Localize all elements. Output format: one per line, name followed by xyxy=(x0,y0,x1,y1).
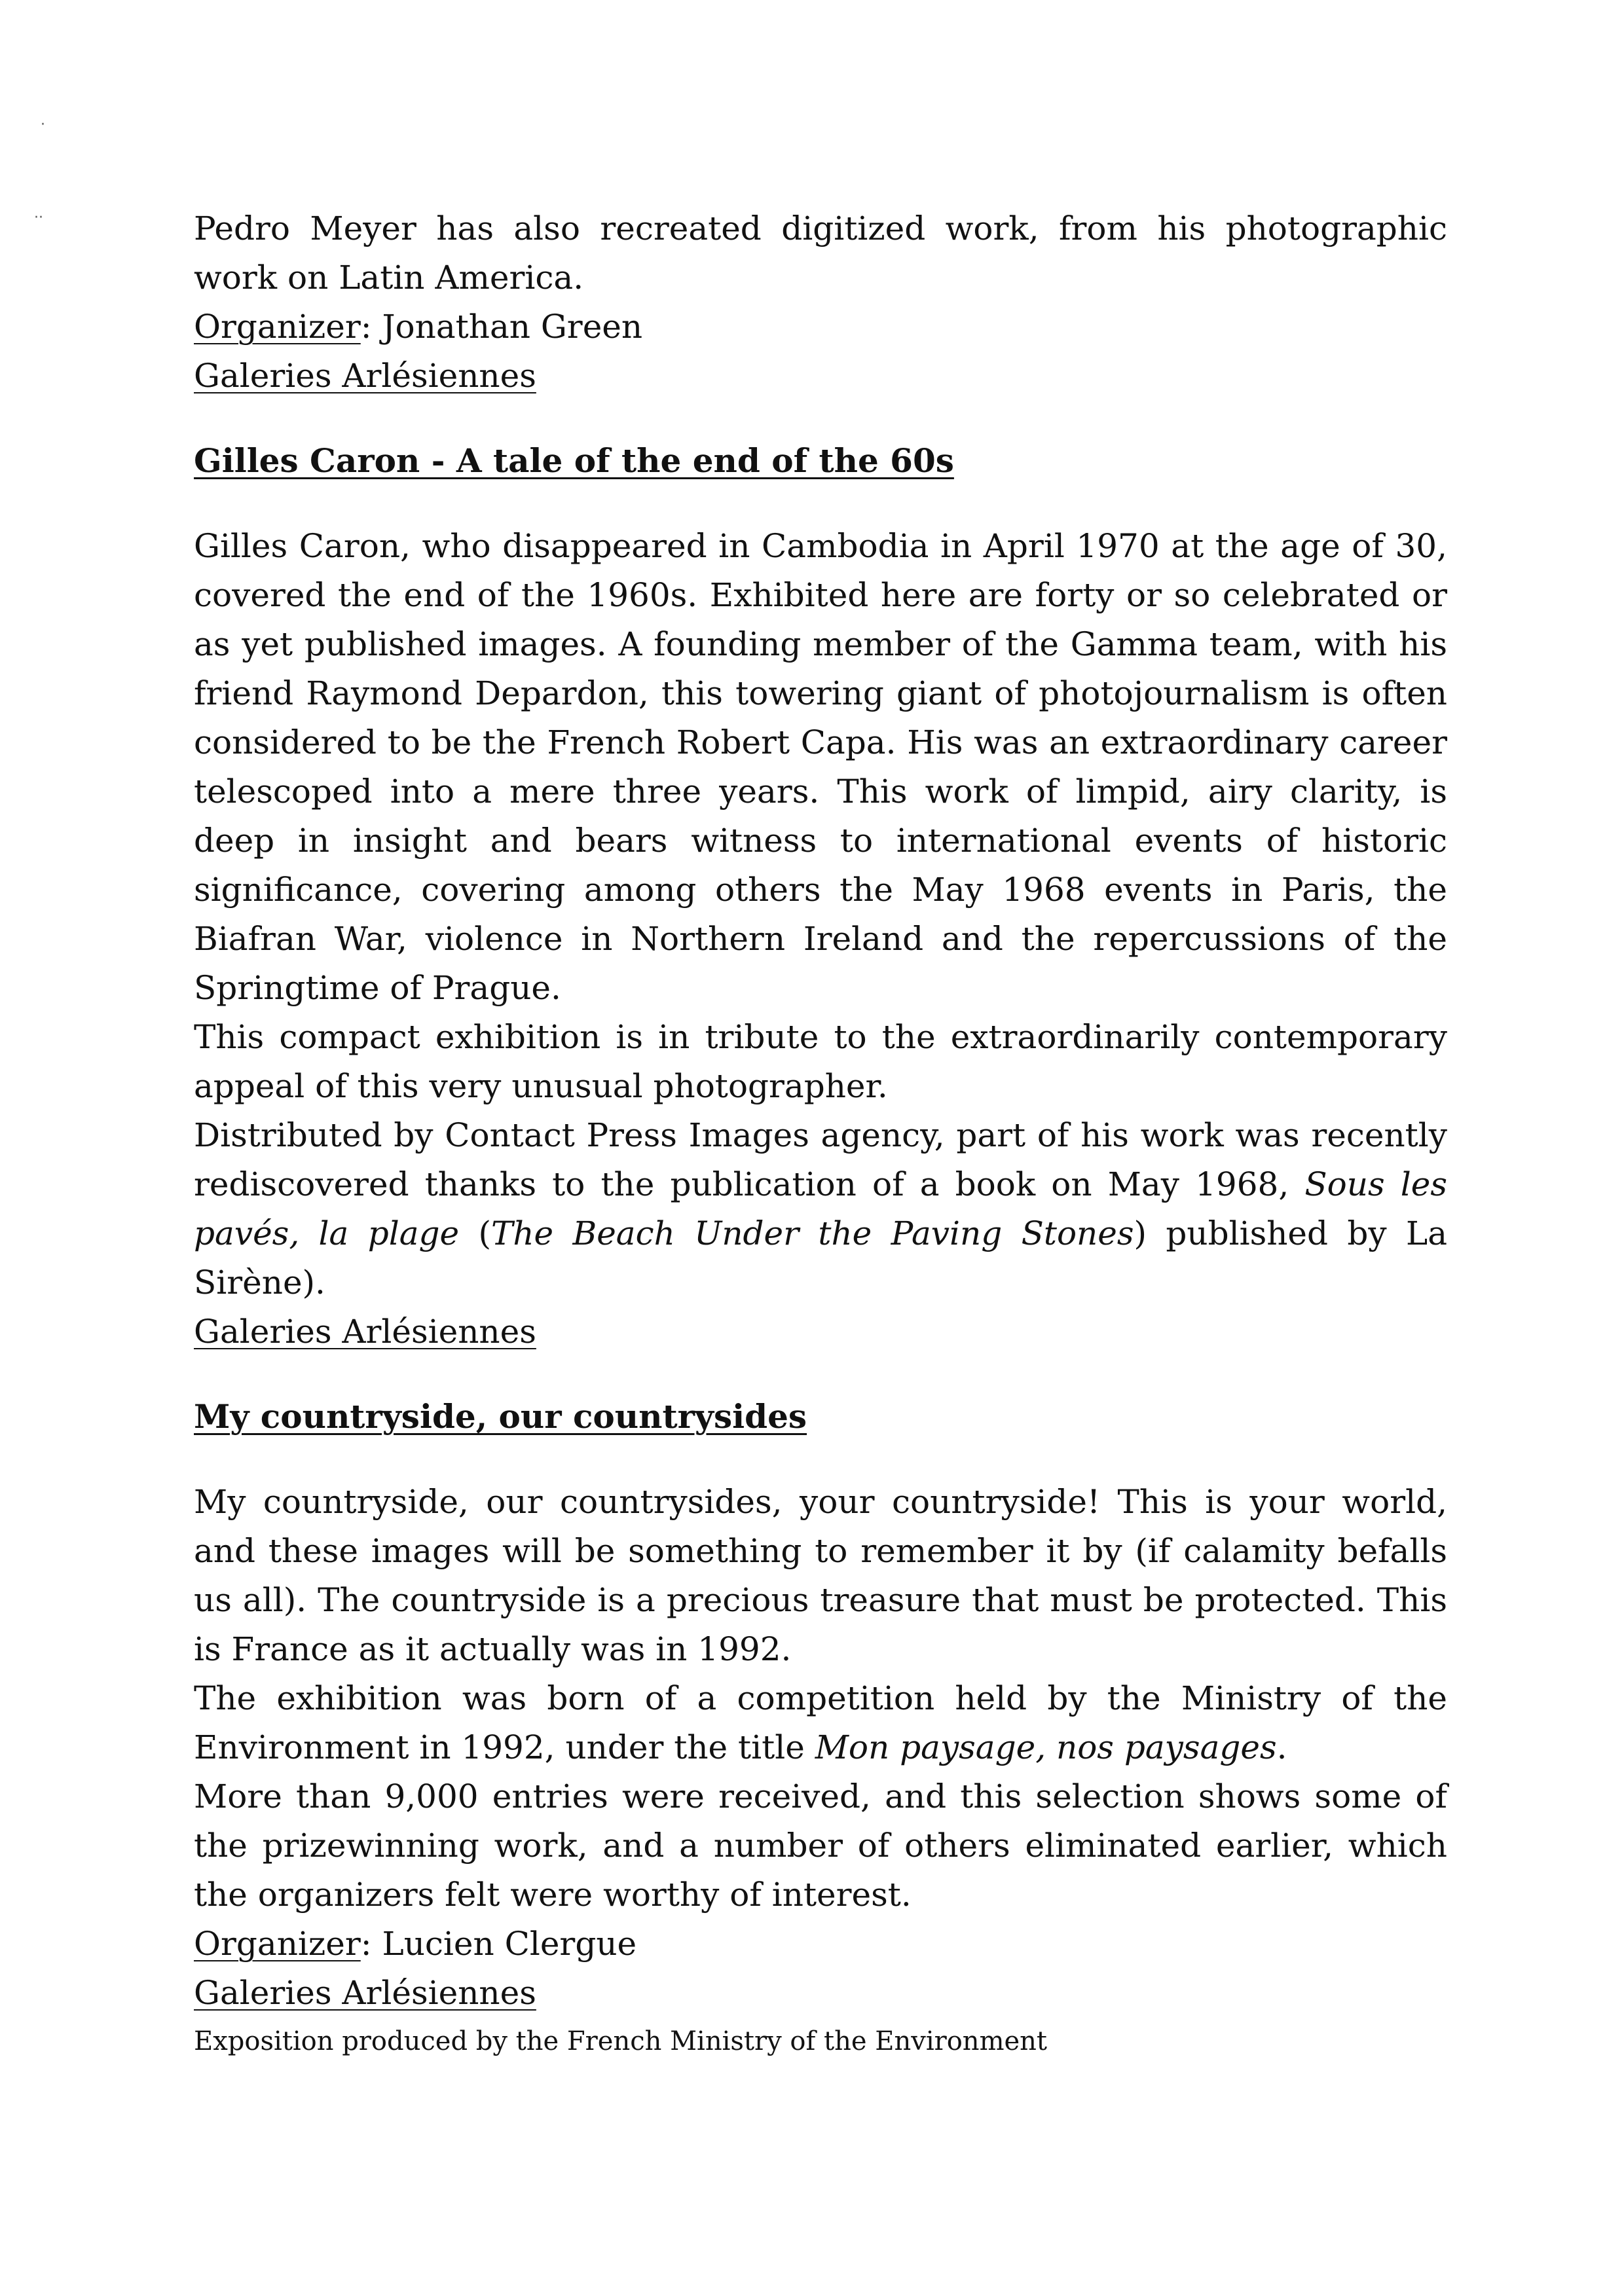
text-run: . xyxy=(1276,1728,1287,1766)
document-page xyxy=(194,204,1447,2061)
spacer xyxy=(194,1442,1447,1478)
spacer xyxy=(194,401,1447,436)
heading-text: My countryside, our countrysides xyxy=(194,1397,807,1436)
organizer-label: Organizer xyxy=(194,1925,361,1963)
book-title: Sous les pavés, la plage xyxy=(194,1165,1447,1252)
venue-label: Galeries Arlésiennes xyxy=(194,357,536,395)
footnote: Exposition produced by the French Ministry of the Environment xyxy=(194,2026,1048,2056)
venue-label: Galeries Arlésiennes xyxy=(194,1313,536,1351)
countryside-paragraph-3: More than 9,000 entries were received, and this selection shows some of the prizewinning work, and a number of others eliminated earlier, which the organizers felt were worthy of interest. xyxy=(194,1777,1447,1914)
countryside-paragraph-2 xyxy=(194,1674,1447,1772)
book-title-translation: The Beach Under the Paving Stones xyxy=(490,1214,1134,1252)
section-heading-caron xyxy=(194,436,1447,486)
scan-mark-left: ·· xyxy=(34,210,43,226)
caron-paragraph-2: This compact exhibition is in tribute to the extraordinarily contemporary appeal of this very unusual photographer. xyxy=(194,1018,1447,1105)
countryside-venue xyxy=(194,1969,1447,2018)
intro-organizer-line xyxy=(194,302,1447,352)
organizer-label: Organizer xyxy=(194,308,361,346)
text-run: The exhibition was born of a competition held by the Ministry of the Environment in 1992, under the title xyxy=(194,1679,1447,1766)
caron-paragraph-1: Gilles Caron, who disappeared in Cambodia in April 1970 at the age of 30, covered the end of the 1960s. Exhibited here are forty or so celebrated or as yet published images. A founding member of the Gamma team, with his friend Raymond Depardon, this towering giant of photojournalism is often considered to be the French Robert Capa. His was an extraordinary career telescoped into a mere three years. This work of limpid, airy clarity, is deep in insight and bears witness to international events of historic significance, covering among others the May 1968 events in Paris, the Biafran War, violence in Northern Ireland and the repercussions of the Springtime of Prague. xyxy=(194,527,1447,1007)
scan-mark-top: · xyxy=(41,117,45,133)
caron-paragraph-3 xyxy=(194,1111,1447,1307)
text-run: ) published by La Sirène). xyxy=(194,1214,1447,1302)
spacer xyxy=(194,1357,1447,1392)
intro-venue xyxy=(194,352,1447,401)
caron-venue xyxy=(194,1307,1447,1357)
section-heading-countryside xyxy=(194,1392,1447,1442)
competition-title: Mon paysage, nos paysages xyxy=(815,1728,1277,1766)
venue-label: Galeries Arlésiennes xyxy=(194,1974,536,2012)
organizer-name: : Lucien Clergue xyxy=(360,1925,637,1963)
countryside-organizer-line xyxy=(194,1920,1447,1969)
organizer-name: : Jonathan Green xyxy=(360,308,643,346)
text-run: ( xyxy=(459,1214,491,1252)
heading-text: Gilles Caron - A tale of the end of the 60s xyxy=(194,441,954,480)
spacer xyxy=(194,486,1447,522)
countryside-paragraph-1: My countryside, our countrysides, your countryside! This is your world, and these images will be something to remember it by (if calamity befalls us all). The countryside is a precious treasure that must be protected. This is France as it actually was in 1992. xyxy=(194,1483,1447,1668)
text-run: Distributed by Contact Press Images agency, part of his work was recently rediscovered thanks to the publication of a book on May 1968, xyxy=(194,1116,1447,1203)
intro-paragraph: Pedro Meyer has also recreated digitized work, from his photographic work on Latin America. xyxy=(194,210,1447,297)
